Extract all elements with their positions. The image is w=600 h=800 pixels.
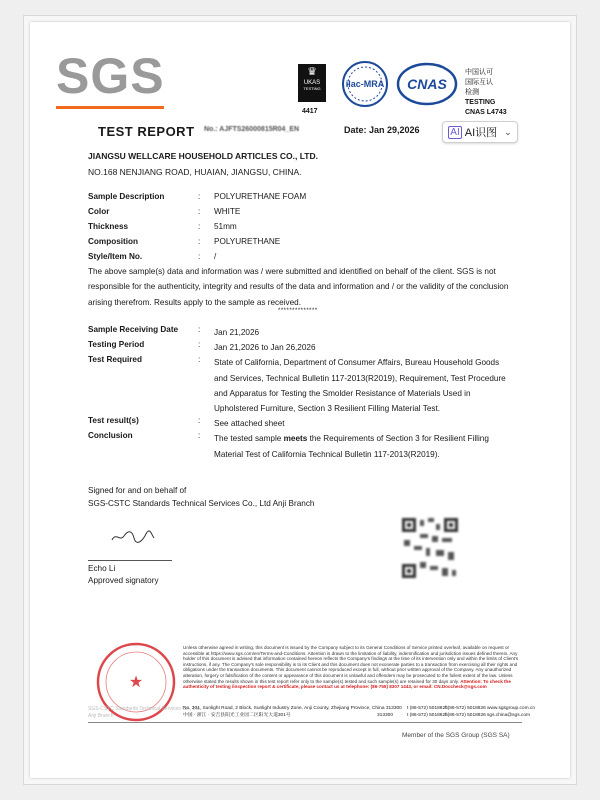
detail-value: State of California, Department of Consumer Affairs, Bureau Household Goods and Services, Technical Bulletin 117-2013(R2019), Requirement, Test Procedure and Apparatus for Testing the Smolder Resistance of Materials Used in Upholstered Furniture, Section 3 Resilient Filling Material Test. bbox=[214, 358, 506, 414]
field-label: Thickness bbox=[88, 222, 129, 231]
disclaimer-paragraph: The above sample(s) data and information was / were submitted and identified on behalf of the client. SGS is not responsible for the authenticity, integrity and results of the data and information and / or the validity of the conclusion arising therefrom. Results apply to the sample as received. bbox=[88, 267, 509, 307]
fax: f (86-572) 5018826 bbox=[445, 706, 486, 711]
accreditation-logos bbox=[298, 60, 464, 122]
detail-value: See attached sheet bbox=[214, 419, 285, 429]
client-address: NO.168 NENJIANG ROAD, HUAIAN, JIANGSU, CHINA. bbox=[88, 167, 302, 177]
field-row bbox=[88, 192, 528, 207]
colon: : bbox=[198, 237, 201, 246]
signatory-name: Echo Li bbox=[88, 564, 116, 573]
signature-line bbox=[88, 560, 172, 561]
conclusion-post: the Requirements of Section 3 for Resilient Filling Material Test of California Technical Bulletin 117-2013(R2019). bbox=[214, 434, 489, 459]
handwritten-signature bbox=[108, 524, 156, 548]
ukas-label: UKAS bbox=[303, 80, 321, 86]
signed-line-1: Signed for and on behalf of bbox=[88, 486, 187, 495]
footer-address bbox=[183, 705, 535, 719]
colon: : bbox=[198, 207, 201, 216]
colon: : bbox=[198, 416, 201, 426]
cnas-line: 中国认可 bbox=[465, 69, 493, 76]
colon: : bbox=[198, 222, 201, 231]
footer-divider bbox=[88, 722, 522, 723]
detail-label: Testing Period bbox=[88, 340, 145, 350]
ilac-mra-logo bbox=[340, 60, 390, 108]
stamp-faint-text: SGS-CSTC Standards Technical Services Co., Ltd. Anji Branch bbox=[88, 706, 202, 719]
cnas-accreditation-text bbox=[465, 68, 525, 118]
ukas-logo bbox=[298, 64, 326, 102]
client-block bbox=[88, 148, 318, 180]
detail-label: Test result(s) bbox=[88, 416, 139, 426]
chevron-down-icon[interactable]: ⌄ bbox=[504, 126, 512, 137]
ai-button-label: AI识图 bbox=[464, 127, 498, 139]
field-row bbox=[88, 222, 528, 237]
detail-row bbox=[88, 416, 528, 431]
conclusion-label: Conclusion bbox=[88, 431, 133, 441]
field-row bbox=[88, 237, 528, 252]
client-name: JIANGSU WELLCARE HOUSEHOLD ARTICLES CO., LTD. bbox=[88, 151, 318, 161]
terms-text: Unless otherwise agreed in writing, this document is issued by the Company subject to its General Conditions of Service printed overleaf, available on request or accessible at https://www.sgs.com/en/Terms-and-Conditions. Attention is drawn to the limitation of liability, indemnification and jurisdiction issues defined therein. Any holder of this document is advised that information contained hereon reflects the Company's findings at the time of its intervention only and within the limits of Client's instructions, if any. The Company's sole responsibility is to its Client and this document does not exonerate parties to a transaction from exercising all their rights and obligations under the transaction documents. This document cannot be reproduced except in full, without prior written approval of the Company. Any unauthorized alteration, forgery or falsification of the content or appearance of this document is unlawful and offenders may be prosecuted to the fullest extent of the law. Unless otherwise stated the results shown in this test report refer only to the sample(s) tested and such sample(s) are retained for 30 days only. bbox=[183, 645, 519, 684]
detail-label: Test Required bbox=[88, 355, 142, 365]
detail-label: Sample Receiving Date bbox=[88, 325, 179, 334]
cnas-line: TESTING bbox=[465, 99, 496, 106]
qr-code bbox=[400, 516, 460, 580]
field-value: 51mm bbox=[214, 222, 237, 231]
detail-value: Jan 21,2026 bbox=[214, 328, 260, 337]
ukas-number: 4417 bbox=[302, 108, 318, 115]
authenticity-warning: Attention: To check the authenticity of testing /inspection report & certificate, please contact us at telephone: (86-755) 8307 1443, or email: CN.Doccheck@sgs.com bbox=[183, 678, 511, 690]
field-value: POLYURETHANE bbox=[214, 237, 281, 246]
conclusion-verdict: meets bbox=[283, 434, 308, 444]
cnas-line: 国际互认 bbox=[465, 79, 493, 86]
test-details bbox=[88, 325, 528, 462]
field-label: Style/Item No. bbox=[88, 252, 143, 261]
signatory-title: Approved signatory bbox=[88, 576, 159, 585]
ai-scan-icon: AI bbox=[450, 126, 460, 138]
field-label: Color bbox=[88, 207, 110, 216]
signed-line-2: SGS-CSTC Standards Technical Services Co., Ltd Anji Branch bbox=[88, 499, 315, 508]
report-number: No.: AJFTS26000815R04_EN bbox=[204, 126, 300, 133]
field-value: POLYURETHANE FOAM bbox=[214, 192, 307, 201]
detail-row bbox=[88, 340, 528, 355]
web: www.sgsgroup.com.cn bbox=[487, 706, 535, 711]
separator-stars: ************** bbox=[278, 308, 318, 314]
cnas-label: CNAS bbox=[407, 76, 447, 92]
detail-row bbox=[88, 325, 528, 340]
ai-image-recognition-button[interactable] bbox=[442, 121, 518, 143]
conclusion-pre: The tested sample bbox=[214, 434, 284, 444]
address-cn: 中国 · 浙江 · 安吉县阳光工业园二区阳光大道301号 bbox=[183, 713, 291, 718]
tel: t (86-572) 5018825 bbox=[407, 713, 448, 718]
field-value: / bbox=[214, 252, 217, 261]
colon: : bbox=[198, 431, 201, 441]
report-title: TEST REPORT bbox=[98, 124, 195, 139]
field-row bbox=[88, 207, 528, 222]
detail-value: Jan 21,2026 to Jan 26,2026 bbox=[214, 343, 316, 353]
detail-row bbox=[88, 355, 528, 416]
terms-fine-print bbox=[183, 645, 523, 690]
member-statement: Member of the SGS Group (SGS SA) bbox=[402, 732, 510, 739]
conclusion-value bbox=[214, 431, 514, 461]
colon: : bbox=[198, 325, 201, 334]
crown-icon: ♛ bbox=[307, 66, 317, 78]
colon: : bbox=[198, 355, 201, 365]
cnas-line: 检测 bbox=[465, 89, 479, 96]
postcode: 313300 bbox=[377, 713, 394, 718]
cnas-line: CNAS L4743 bbox=[465, 109, 507, 116]
sample-fields bbox=[88, 192, 528, 267]
email: sgs.china@sgs.com bbox=[487, 713, 530, 718]
report-date: Date: Jan 29,2026 bbox=[344, 125, 420, 135]
sgs-logo-text: SGS bbox=[56, 48, 165, 104]
sgs-logo bbox=[56, 46, 168, 112]
cnas-logo bbox=[396, 62, 458, 106]
star-icon: ★ bbox=[128, 674, 144, 691]
signatory bbox=[88, 563, 159, 587]
ukas-sub: TESTING bbox=[303, 86, 321, 91]
tel: t (86-572) 5018825 bbox=[407, 706, 448, 711]
ilac-label: ilac-MRA bbox=[345, 79, 385, 89]
colon: : bbox=[198, 340, 201, 350]
colon: : bbox=[198, 192, 201, 201]
fax: f (86-572) 5018826 bbox=[445, 713, 486, 718]
field-label: Composition bbox=[88, 237, 139, 246]
address-en: No. 301, Sunlight Road, 2 Block, Sunlight Industry Zone, Anji County, Zhejiang Province, China 313300 bbox=[183, 706, 402, 711]
logo-underline bbox=[56, 106, 164, 109]
colon: : bbox=[198, 252, 201, 261]
field-label: Sample Description bbox=[88, 192, 165, 201]
signed-on-behalf bbox=[88, 484, 314, 510]
conclusion-row bbox=[88, 431, 528, 461]
field-value: WHITE bbox=[214, 207, 241, 216]
